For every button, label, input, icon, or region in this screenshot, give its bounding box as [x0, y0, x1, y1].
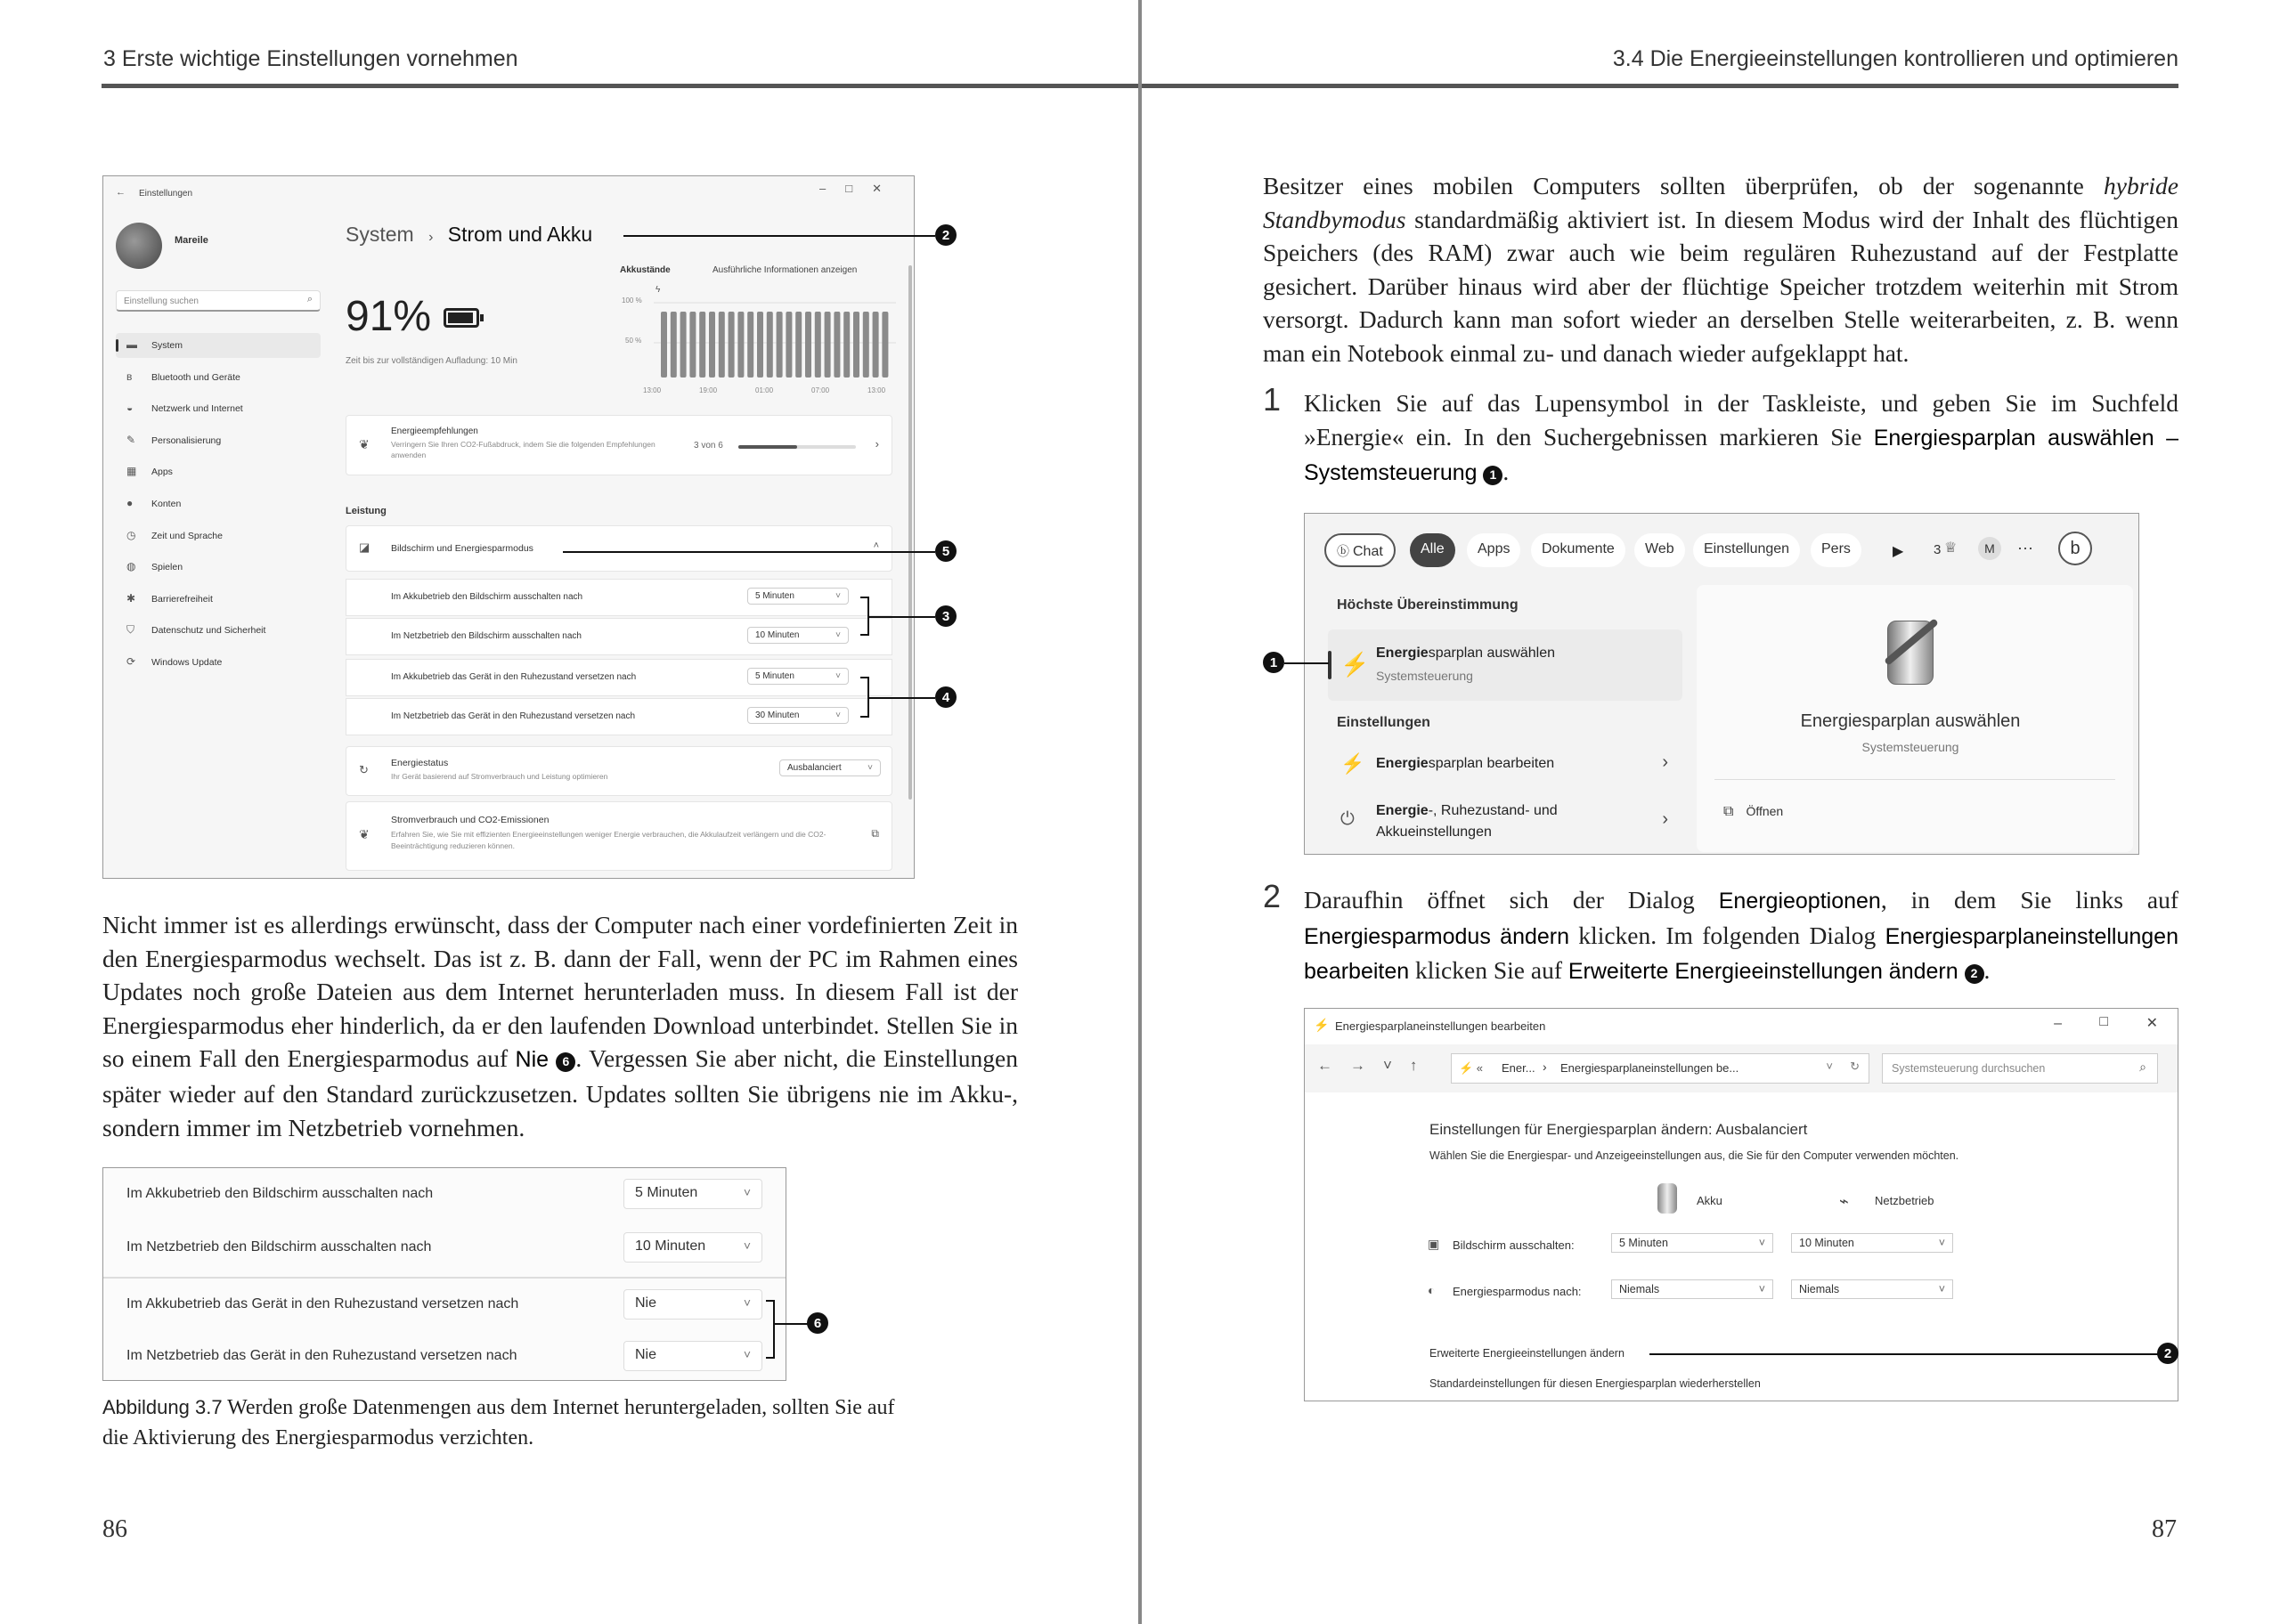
tab-label: Einstellungen: [1704, 541, 1790, 556]
battery-bar: [863, 312, 869, 378]
settings-search-field[interactable]: [116, 290, 321, 312]
paragraph-text: Nicht immer ist es allerdings erwünscht, dass der Computer nach einer vordefinierten Zeit in den Energiesparmodus wechselt. Das ist z. B. dann der Fall, wenn der PC im Rahmen eines Updates noch große Dateien aus dem Internet herunterladen muss. In diesem Fall ist der Energiesparmodus eher hinderlich, da er den laufenden Download unterbindet. Stellen Sie in so einem Fall den Energiesparmodus auf: [102, 911, 1018, 1073]
nav-label: Windows Update: [151, 657, 223, 668]
setting-row: [346, 579, 892, 616]
tab-label: Apps: [1478, 541, 1510, 556]
rec-count: 3 von 6: [694, 441, 723, 451]
search-placeholder: Systemsteuerung durchsuchen: [1892, 1062, 2046, 1075]
chevron-down-icon: ˅: [835, 591, 841, 601]
step-2-d: Energiesparmodus ändern: [1304, 923, 1570, 949]
callout-badge-5: 5: [935, 540, 957, 562]
col-power: Netzbetrieb: [1875, 1194, 1934, 1207]
rec-progress-fill: [738, 445, 797, 449]
battery-bar: [680, 312, 687, 378]
zoom-label: Im Akkubetrieb das Gerät in den Ruhezustand versetzen nach: [126, 1296, 519, 1311]
search-tab-6[interactable]: [1811, 533, 1861, 567]
battery-bar: [795, 312, 802, 378]
figure-caption: [102, 1393, 904, 1453]
setting-label: Im Netzbetrieb das Gerät in den Ruhezustand versetzen nach: [391, 711, 636, 721]
chevron-down-icon: ˅: [743, 1295, 751, 1310]
running-head: 3.4 Die Energieeinstellungen kontrollieren und optimieren: [1612, 46, 2178, 71]
zoom-row: [103, 1277, 786, 1330]
battery-bar: [777, 312, 783, 378]
chart-x-tick: 19:00: [699, 386, 718, 394]
left-page: [0, 0, 1138, 1624]
search-tab-0[interactable]: [1324, 533, 1396, 567]
battery-bar: [873, 312, 879, 378]
leaf-icon: ❦: [359, 827, 370, 841]
battery-bar: [737, 312, 744, 378]
chevron-down-icon: ˅: [835, 630, 841, 640]
breadcrumb-separator: ›: [428, 230, 434, 245]
more-options-icon[interactable]: ···: [2017, 539, 2033, 556]
intro-emphasis: hybride Standbymodus: [1263, 172, 2178, 233]
chevron-down-icon: ˅: [743, 1238, 751, 1253]
step-1-text-a: Klicken Sie auf das Lupensymbol in der Taskleiste, und geben Sie im Suchfeld »Energie« ein. In den Suchergebnissen markieren Sie: [1304, 389, 2178, 451]
nav-item-1[interactable]: [116, 365, 321, 390]
display-power-value: 10 Minuten: [1799, 1237, 1854, 1249]
intro-paragraph: [1263, 169, 2178, 370]
nav-label: Bluetooth und Geräte: [151, 371, 240, 383]
callout-line-4: [869, 697, 935, 699]
nav-label: System: [151, 340, 183, 351]
rec-progress-bar: [738, 445, 856, 449]
nav-label: Netzwerk und Internet: [151, 403, 243, 415]
chevron-down-icon: ˅: [835, 710, 841, 720]
power-mode-dropdown[interactable]: [779, 759, 881, 776]
control-panel-search[interactable]: [1882, 1053, 2158, 1084]
callout-badge-2b: 2: [2157, 1343, 2178, 1364]
display-icon: ◪: [359, 540, 370, 554]
zoom-label: Im Netzbetrieb das Gerät in den Ruhezustand versetzen nach: [126, 1348, 517, 1363]
user-name: Mareile: [175, 235, 208, 246]
best-match-result[interactable]: [1328, 629, 1682, 701]
item2-rest: -, Ruhezustand- und: [1428, 803, 1558, 818]
chart-y-100: 100 %: [622, 296, 642, 304]
sleep-battery-value: Niemals: [1619, 1283, 1660, 1295]
sleep-power-select[interactable]: [1791, 1279, 1953, 1299]
power-plan-icon: ⚡: [1314, 1018, 1330, 1032]
setting-row: [346, 698, 892, 735]
shield-icon: ⛉: [126, 623, 135, 637]
co2-subtitle: Erfahren Sie, wie Sie mit effizienten Energieeinstellungen weniger Energie verbrauchen, die Akkulaufzeit verlängern und die CO2-Beeinträchtigung reduzieren können.: [391, 830, 826, 850]
nav-label: Spielen: [151, 562, 183, 573]
chevron-down-icon: ˅: [1938, 1283, 1945, 1295]
open-action[interactable]: [1723, 804, 1783, 820]
setting-dropdown[interactable]: 5 Minuten ˅: [747, 588, 849, 605]
address-bar-row: [1305, 1044, 2178, 1092]
points-count: 3: [1934, 542, 1942, 557]
paragraph-bold-nie: Nie: [515, 1047, 550, 1073]
battery-bar: [757, 312, 763, 378]
best-match-title: [1376, 646, 1555, 662]
zoom-row: [103, 1168, 786, 1222]
preview-title: Energiesparplan auswählen: [1800, 711, 2021, 731]
header-rule: [102, 84, 1138, 88]
preview-pane: [1697, 585, 2133, 852]
battery-bar: [661, 312, 667, 378]
col-battery: Akku: [1697, 1194, 1722, 1207]
plug-icon: ϟ: [656, 285, 661, 295]
plan-description: Wählen Sie die Energiespar- und Anzeigeeinstellungen aus, die Sie für den Computer verwenden möchten.: [1429, 1149, 1959, 1162]
step-1-bold: Energiesparplan auswählen – Systemsteuerung: [1304, 425, 2178, 486]
step-2-f: Energiesparplaneinstellungen bearbeiten: [1304, 923, 2178, 985]
bracket-3: [860, 597, 869, 636]
update-icon: ⟳: [126, 655, 136, 668]
close-button[interactable]: ✕: [2146, 1016, 2158, 1031]
item2-line2: Akkueinstellungen: [1376, 824, 1492, 840]
settings-screenshot: [102, 175, 915, 879]
breadcrumb-page: Strom und Akku: [447, 223, 593, 246]
step-2-e: klicken. Im folgenden Dialog: [1569, 921, 1885, 949]
address-bar[interactable]: [1451, 1053, 1869, 1084]
zoom-row: [103, 1222, 786, 1275]
setting-dropdown[interactable]: 5 Minuten ˅: [747, 668, 849, 685]
chevron-down-icon: ˅: [1758, 1283, 1765, 1295]
bing-chat-icon: ⓑ: [1337, 544, 1349, 558]
row-sleep-label: Energiesparmodus nach:: [1453, 1285, 1582, 1298]
nav-item-9[interactable]: [116, 618, 321, 643]
zoom-dropdown[interactable]: Nie ˅: [623, 1341, 762, 1371]
search-tab-1[interactable]: [1410, 533, 1455, 567]
search-tab-4[interactable]: [1634, 533, 1685, 567]
clock-icon: ◷: [126, 528, 136, 541]
monitor-icon: ▬: [126, 338, 137, 351]
nav-label: Barrierefreiheit: [151, 593, 213, 605]
address-seg-1[interactable]: Ener...: [1502, 1061, 1535, 1075]
battery-bar: [767, 312, 773, 378]
step-2-number: 2: [1263, 878, 1282, 914]
tab-label: Chat: [1353, 544, 1383, 559]
callout-badge-1: 1: [1263, 652, 1284, 673]
best-match-bold: Energie: [1376, 646, 1429, 661]
co2-title: Stromverbrauch und CO2-Emissionen: [391, 815, 550, 825]
step-2-h: Erweiterte Energieeinstellungen ändern: [1568, 959, 1958, 985]
chart-x-tick: 07:00: [811, 386, 830, 394]
callout-line-6: [775, 1323, 810, 1325]
plug-icon: ⌁: [1839, 1192, 1849, 1210]
chevron-right-icon: ›: [875, 437, 879, 451]
trophy-icon: ♕: [1944, 540, 1958, 556]
body-paragraph: [102, 908, 1018, 1144]
address-dropdown-icon[interactable]: ˅: [1826, 1060, 1833, 1073]
row-display-label: Bildschirm ausschalten:: [1453, 1238, 1575, 1252]
search-tab-3[interactable]: [1531, 533, 1625, 567]
address-separator: ›: [1543, 1060, 1547, 1074]
intro-text: Besitzer eines mobilen Computers sollten überprüfen, ob der sogenannte: [1263, 172, 2104, 199]
setting-label: Im Netzbetrieb den Bildschirm ausschalten nach: [391, 631, 582, 641]
battery-bar: [815, 312, 821, 378]
window-controls[interactable]: –□✕: [819, 182, 901, 195]
battery-bar: [853, 312, 859, 378]
nav-label: Datenschutz und Sicherheit: [151, 625, 266, 637]
chevron-down-icon: ˅: [867, 763, 873, 773]
breadcrumb: [346, 223, 592, 247]
preview-divider: [1714, 779, 2115, 780]
settings-result-2-title: [1376, 800, 1558, 843]
step-2-a: Daraufhin öffnet sich der Dialog: [1304, 886, 1719, 914]
item1-rest: sparplan bearbeiten: [1428, 756, 1555, 771]
power-plan-large-icon: [1875, 612, 1946, 692]
battery-bar: [786, 312, 792, 378]
search-placeholder: Einstellung suchen: [124, 296, 199, 306]
power-plan-icon: ⚡: [1340, 752, 1365, 775]
zoom-dropdown[interactable]: Nie ˅: [623, 1289, 762, 1320]
chart-x-tick: 13:00: [643, 386, 662, 394]
active-indicator: [116, 339, 118, 352]
callout-line-3: [869, 616, 935, 618]
power-mode-value: Ausbalanciert: [787, 763, 842, 773]
power-mode-card[interactable]: [346, 746, 892, 796]
setting-row: [346, 659, 892, 696]
chevron-right-icon: ›: [1662, 752, 1668, 772]
apps-icon: ▦: [126, 465, 137, 478]
nav-item-5[interactable]: [116, 491, 321, 516]
advanced-settings-link[interactable]: Erweiterte Energieeinstellungen ändern: [1429, 1347, 1624, 1360]
setting-row: [346, 618, 892, 655]
window-title: Einstellungen: [139, 189, 193, 199]
display-group-title: Bildschirm und Energiesparmodus: [391, 543, 533, 554]
setting-dropdown[interactable]: 30 Minuten ˅: [747, 707, 849, 724]
nav-label: Konten: [151, 499, 182, 509]
chevron-down-icon: ˅: [835, 671, 841, 681]
callout-line-2b: [1649, 1353, 2168, 1355]
external-link-icon: ⧉: [871, 827, 879, 840]
nav-item-4[interactable]: [116, 459, 321, 484]
zoom-label: Im Akkubetrieb den Bildschirm ausschalten nach: [126, 1186, 434, 1201]
plan-heading: Einstellungen für Energiesparplan ändern: Ausbalanciert: [1429, 1121, 1808, 1138]
callout-line-1: [1284, 662, 1329, 664]
title-bar: [1305, 1009, 2178, 1044]
chart-x-tick: 13:00: [867, 386, 886, 394]
nav-item-10[interactable]: [116, 650, 321, 675]
battery-percent: 91%: [346, 293, 432, 340]
zoom-dropdown[interactable]: 5 Minuten ˅: [623, 1179, 762, 1209]
right-page: [1142, 0, 2280, 1624]
search-icon: ⌕: [306, 294, 313, 304]
energy-recommendations-card[interactable]: [346, 415, 892, 475]
co2-card[interactable]: [346, 801, 892, 871]
user-avatar[interactable]: M: [1978, 537, 2001, 560]
battery-bar: [699, 312, 705, 378]
status-subtitle: Ihr Gerät basierend auf Stromverbrauch und Leistung optimieren: [391, 772, 608, 781]
settings-result-1[interactable]: [1328, 742, 1682, 788]
chart-y-50: 50 %: [625, 337, 642, 345]
inline-callout-2: 2: [1965, 964, 1984, 984]
power-mode-icon: ↻: [359, 763, 369, 776]
chevron-down-icon: ˅: [1758, 1237, 1765, 1249]
caption-text: Werden große Datenmengen aus dem Internet heruntergeladen, sollten Sie auf die Aktivierung des Energiesparmodus verzichten.: [102, 1396, 895, 1449]
status-title: Energiestatus: [391, 758, 449, 768]
callout-badge-2: 2: [935, 224, 957, 246]
battery-icon: [1657, 1183, 1677, 1214]
battery-bar: [834, 312, 840, 378]
preview-sub: Systemsteuerung: [1861, 740, 1959, 754]
minimize-button[interactable]: –: [2054, 1016, 2062, 1031]
battery-bar: [719, 312, 725, 378]
display-power-select[interactable]: [1791, 1233, 1953, 1253]
step-2-b: Energieoptionen: [1718, 889, 1881, 914]
nav-item-0[interactable]: [116, 333, 321, 358]
person-icon: ●: [126, 497, 134, 509]
bing-icon[interactable]: b: [2058, 532, 2092, 565]
battery-bar: [882, 312, 888, 378]
address-icon: ⚡ «: [1459, 1061, 1484, 1075]
back-arrow-icon[interactable]: ←: [116, 187, 126, 198]
callout-line-5: [563, 551, 935, 553]
settings-heading: Einstellungen: [1337, 715, 1430, 730]
callout-line-2: [623, 235, 935, 237]
bluetooth-icon: ʙ: [126, 369, 133, 383]
tab-label: Dokumente: [1542, 541, 1615, 556]
bracket-6: [766, 1300, 775, 1359]
battery-bar: [671, 312, 677, 378]
battery-bar: [747, 312, 753, 378]
settings-result-2[interactable]: [1328, 797, 1682, 847]
display-battery-value: 5 Minuten: [1619, 1237, 1668, 1249]
zoom-label: Im Netzbetrieb den Bildschirm ausschalten nach: [126, 1239, 432, 1255]
callout-badge-6: 6: [807, 1312, 828, 1334]
sleep-power-value: Niemals: [1799, 1283, 1840, 1295]
battery-bar: [689, 312, 696, 378]
zoom-dropdown[interactable]: 10 Minuten ˅: [623, 1232, 762, 1263]
setting-label: Im Akkubetrieb den Bildschirm ausschalten nach: [391, 592, 583, 602]
running-head: 3 Erste wichtige Einstellungen vornehmen: [103, 46, 518, 71]
best-match-heading: Höchste Übereinstimmung: [1337, 597, 1519, 613]
zoom-row: [103, 1330, 786, 1381]
charge-note: Zeit bis zur vollständigen Aufladung: 10 Min: [346, 356, 517, 366]
moon-icon: ◐: [1428, 1283, 1436, 1297]
chart-x-tick: 01:00: [755, 386, 774, 394]
open-icon: ⧉: [1723, 804, 1734, 819]
display-battery-select[interactable]: [1611, 1233, 1773, 1253]
leaf-icon: ❦: [359, 437, 370, 451]
battery-bar: [805, 312, 811, 378]
inline-callout-1: 1: [1483, 466, 1502, 485]
dialog-title: Energiesparplaneinstellungen bearbeiten: [1335, 1019, 1546, 1033]
gamepad-icon: ◍: [126, 560, 136, 573]
section-heading: Leistung: [346, 506, 387, 516]
nav-label: Zeit und Sprache: [151, 530, 223, 541]
nav-item-3[interactable]: [116, 428, 321, 453]
settings-result-1-title: [1376, 756, 1554, 772]
power-plan-dialog: [1304, 1008, 2178, 1401]
power-plan-icon: ⚡: [1340, 651, 1370, 678]
chart-details-link[interactable]: Ausführliche Informationen anzeigen: [712, 265, 858, 275]
callout-badge-4: 4: [935, 686, 957, 708]
brush-icon: ✎: [126, 433, 136, 446]
refresh-icon[interactable]: ↻: [1850, 1060, 1860, 1073]
sleep-battery-select[interactable]: [1611, 1279, 1773, 1299]
best-match-rest: sparplan auswählen: [1428, 646, 1556, 661]
search-icon: ⌕: [2139, 1060, 2146, 1074]
nav-item-2[interactable]: [116, 396, 321, 421]
chevron-down-icon: ˅: [743, 1347, 751, 1361]
item1-bold: Energie: [1376, 756, 1429, 771]
more-tabs-icon[interactable]: ▶: [1893, 544, 1904, 559]
paragraph-text-end: . Vergessen Sie aber nicht, die Einstellungen später wieder auf den Standard zurückzusetzen. Updates sollten Sie übrigens nie im Akku-, sondern immer im Netzbetrieb vornehmen.: [102, 1044, 1019, 1141]
chart-title: Akkustände: [620, 265, 671, 275]
breadcrumb-root[interactable]: System: [346, 223, 414, 246]
header-rule: [1142, 84, 2178, 88]
step-1-text: Klicken Sie auf das Lupensymbol in der Taskleiste, und geben Sie im Suchfeld »Energie« ein. In den Suchergebnissen markieren Sie Energiesparplan auswählen – Systemsteuerung 1 .: [1304, 389, 2178, 486]
page-number: 86: [102, 1515, 127, 1543]
step-2-g: klicken Sie auf: [1409, 956, 1568, 985]
battery-bar: [709, 312, 715, 378]
item2-bold: Energie: [1376, 803, 1429, 818]
wifi-icon: ◒: [126, 402, 134, 415]
chevron-right-icon: ›: [1662, 809, 1668, 829]
battery-icon: [444, 308, 479, 328]
battery-bar: [729, 312, 735, 378]
rec-subtitle: Verringern Sie Ihren CO2-Fußabdruck, indem Sie die folgenden Empfehlungen anwenden: [391, 440, 656, 459]
setting-label: Im Akkubetrieb das Gerät in den Ruhezustand versetzen nach: [391, 672, 637, 682]
accessibility-icon: ✱: [126, 591, 136, 605]
battery-level-chart: [654, 301, 896, 381]
step-2-c: , in dem Sie links auf: [1880, 886, 2178, 914]
inline-callout-6: 6: [556, 1052, 575, 1072]
nav-item-7[interactable]: [116, 555, 321, 580]
setting-dropdown[interactable]: 10 Minuten ˅: [747, 627, 849, 644]
caption-label: Abbildung 3.7: [102, 1396, 223, 1418]
bracket-4: [860, 677, 869, 718]
scrollbar[interactable]: [908, 265, 912, 800]
address-seg-2[interactable]: Energiesparplaneinstellungen be...: [1560, 1061, 1739, 1075]
chevron-down-icon: ˅: [743, 1185, 751, 1199]
chevron-up-icon: ˄: [873, 540, 879, 551]
restore-defaults-link[interactable]: Standardeinstellungen für diesen Energiesparplan wiederherstellen: [1429, 1377, 1761, 1390]
battery-bar: [843, 312, 850, 378]
avatar: [116, 223, 162, 269]
windows-search-screenshot: [1304, 513, 2139, 855]
search-tab-5[interactable]: [1693, 533, 1800, 567]
tab-label: Pers: [1821, 541, 1851, 556]
battery-bar: [825, 312, 831, 378]
page-number: 87: [2152, 1515, 2177, 1543]
selection-indicator: [1328, 651, 1331, 679]
search-tab-2[interactable]: [1467, 533, 1520, 567]
nav-label: Apps: [151, 467, 173, 478]
rec-title: Energieempfehlungen: [391, 426, 478, 436]
step-1-number: 1: [1263, 381, 1282, 418]
tab-label: Web: [1645, 541, 1674, 556]
display-sleep-group[interactable]: [346, 525, 892, 572]
open-label: Öffnen: [1746, 804, 1784, 818]
nav-item-8[interactable]: [116, 587, 321, 612]
sleep-settings-zoom-screenshot: [102, 1167, 786, 1381]
best-match-sub: Systemsteuerung: [1376, 669, 1473, 683]
tab-label: Alle: [1421, 541, 1445, 556]
chevron-down-icon: ˅: [1938, 1237, 1945, 1249]
callout-badge-3: 3: [935, 605, 957, 627]
step-2-text: Daraufhin öffnet sich der Dialog Energieoptionen, in dem Sie links auf Energiesparmodus ändern klicken. Im folgenden Dialog Energiesparplaneinstellungen bearbeiten klicken Sie auf Erweiterte Energieeinstellungen ändern 2 .: [1304, 886, 2178, 985]
nav-label: Personalisierung: [151, 434, 222, 446]
maximize-button[interactable]: □: [2099, 1014, 2108, 1029]
nav-buttons[interactable]: ←→˅↑: [1317, 1057, 1436, 1074]
intro-text-end: standardmäßig aktiviert ist. In diesem Modus wird der Inhalt des flüchtigen Speichers (des RAM) zwar auch wie beim regulären Ruhezustand auf der Festplatte gesichert. Darüber hinaus wird aber der flüchtige Speicher trotzdem weiterhin mit Strom versorgt. Dadurch kann man sofort wieder an derselben Stelle weiterarbeiten, z. B. wenn man ein Notebook einmal zu- und danach wieder aufgeklappt hat.: [1263, 205, 2178, 367]
nav-item-6[interactable]: [116, 524, 321, 548]
power-icon: ⏻: [1340, 809, 1355, 829]
monitor-icon: ▣: [1428, 1237, 1440, 1251]
